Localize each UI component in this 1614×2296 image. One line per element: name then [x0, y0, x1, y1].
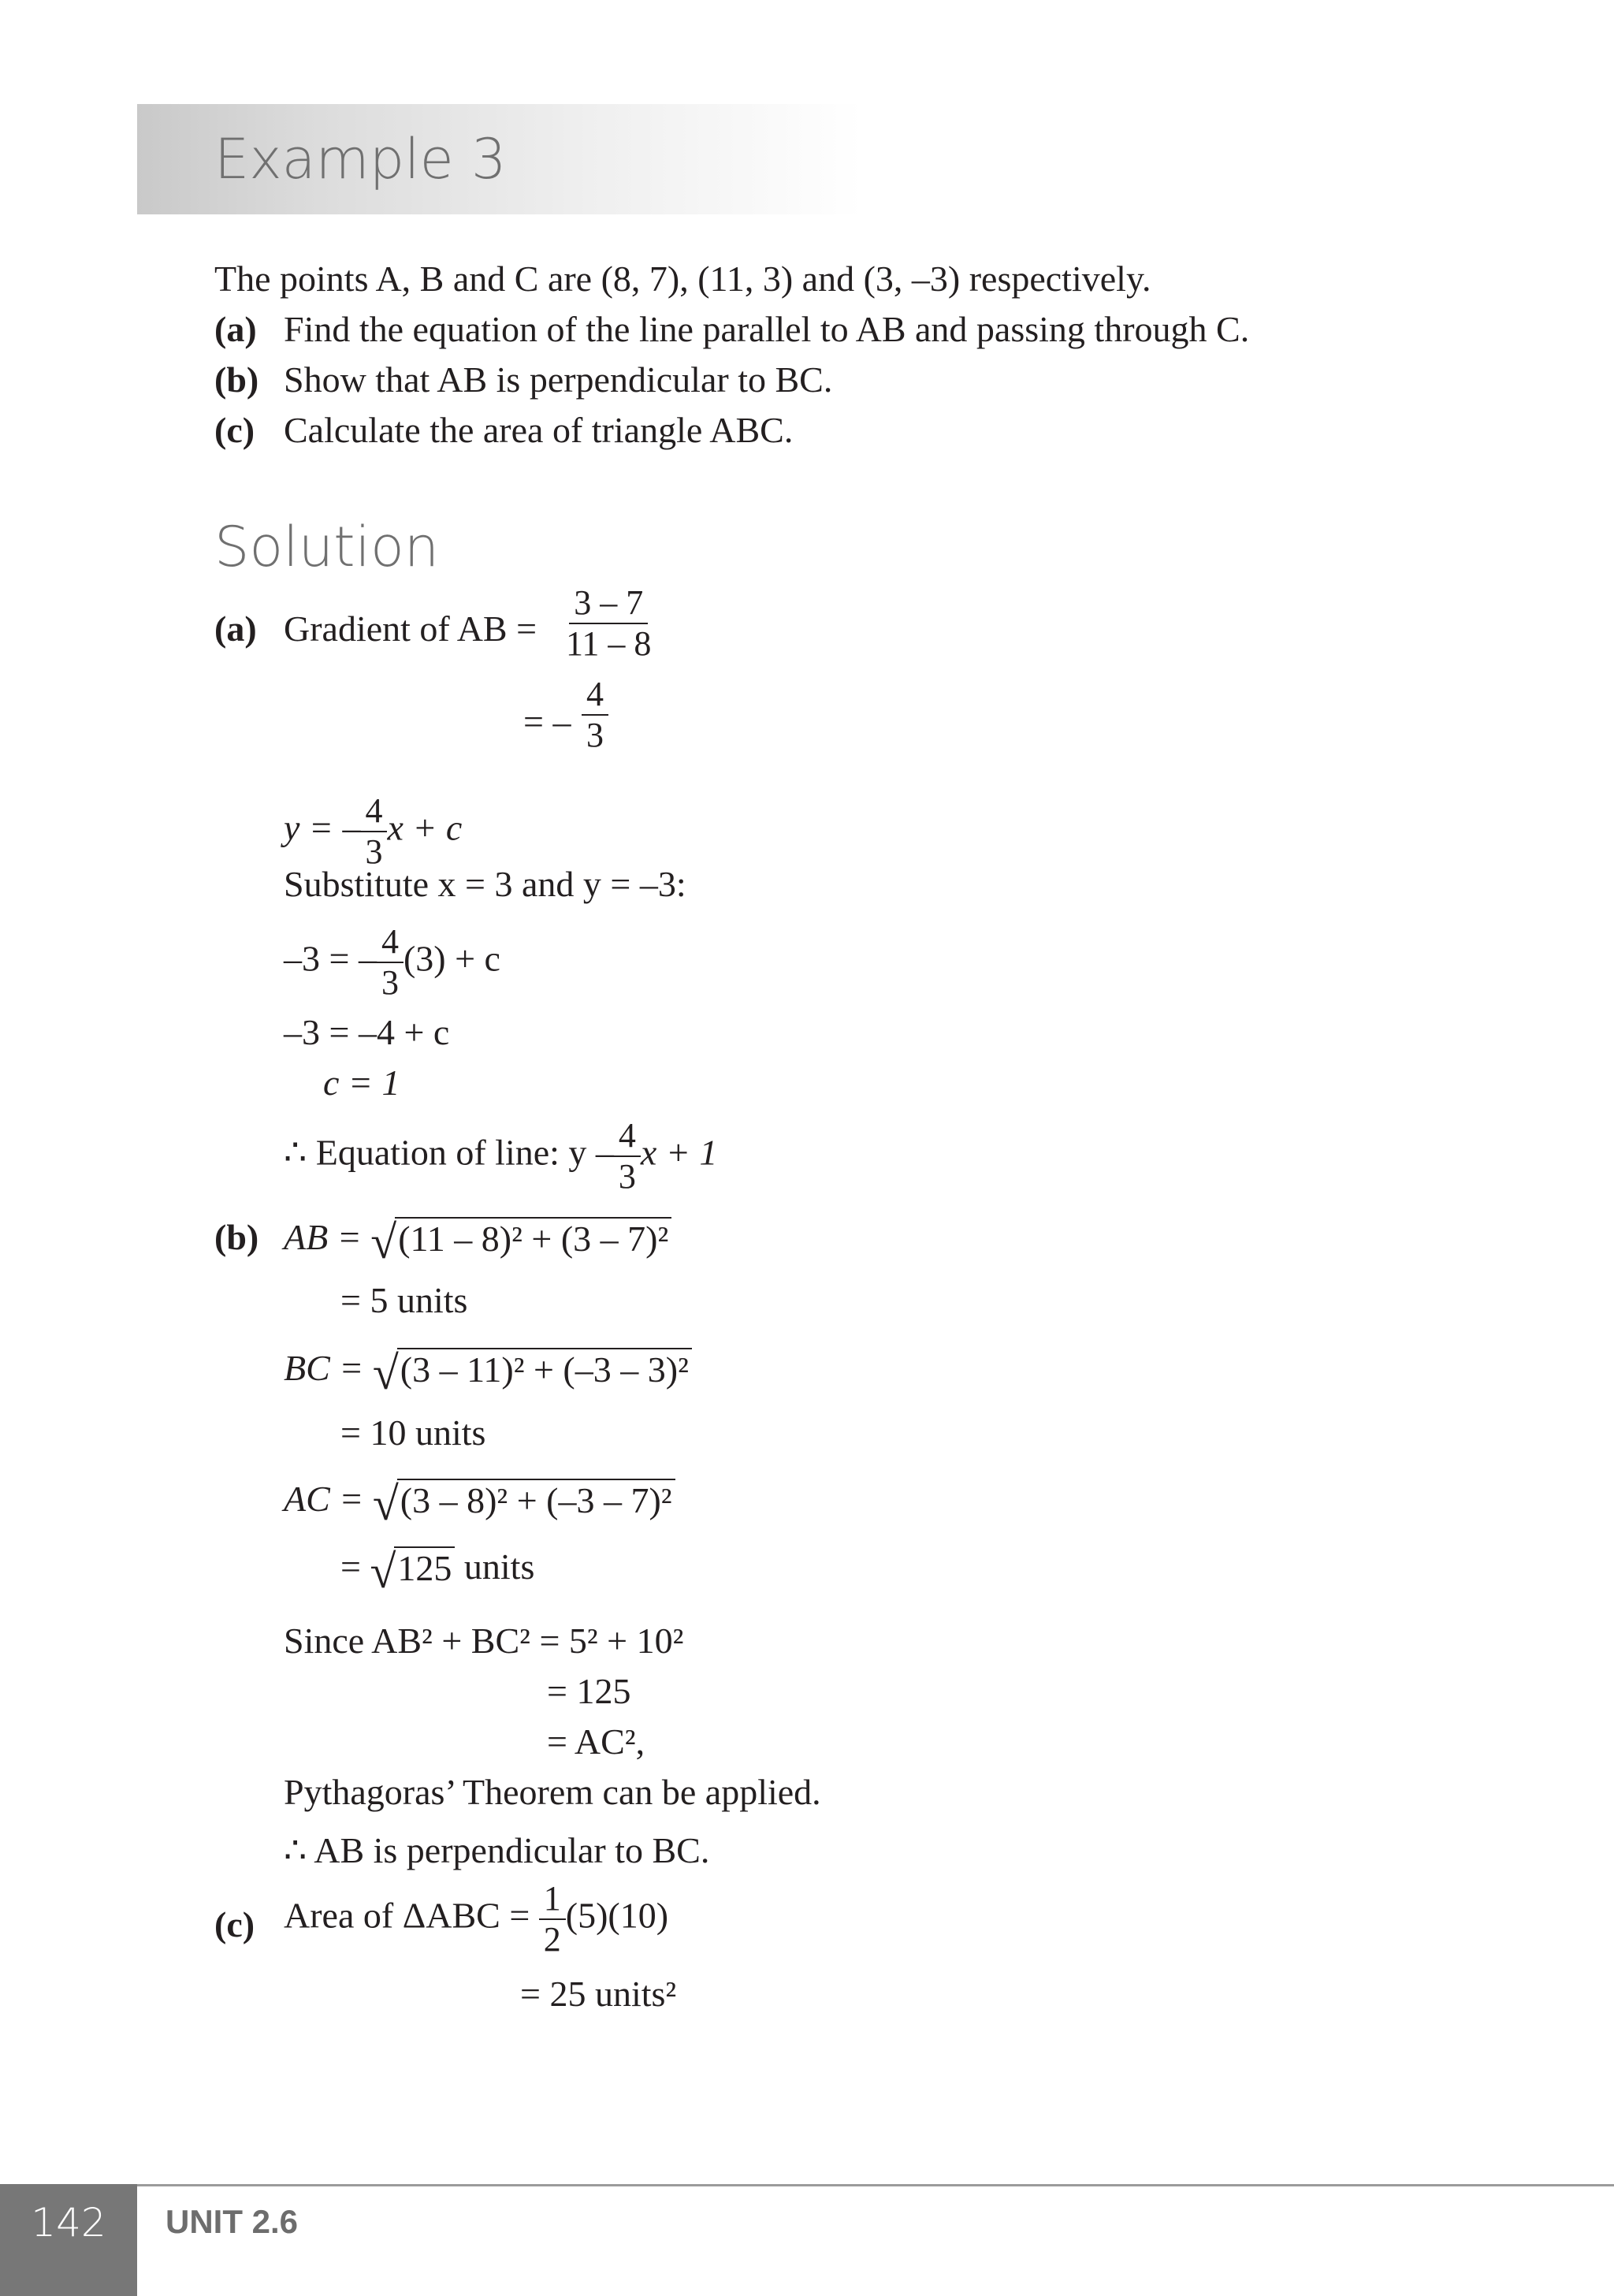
sub-frac-num: 4 [377, 922, 404, 963]
line-y-suffix: x + c [387, 807, 463, 848]
gradient-prefix: Gradient of AB = [284, 608, 537, 649]
solution-a-label: (a) [214, 608, 257, 649]
ab-prefix: AB = [284, 1217, 362, 1257]
page-number: 142 [31, 2200, 106, 2246]
part-c-text: Calculate the area of triangle ABC. [284, 410, 794, 450]
frac1-numerator: 3 – 7 [569, 583, 648, 624]
problem-statement: The points A, B and C are (8, 7), (11, 3) and (3, –3) respectively. [214, 259, 1151, 299]
bc-prefix: BC = [284, 1348, 364, 1388]
ab-result: = 5 units [340, 1280, 468, 1320]
footer-divider [137, 2184, 1614, 2186]
ac-result-suffix: units [463, 1546, 535, 1587]
line-conclusion [284, 1116, 717, 1196]
frac2-denominator: 3 [586, 716, 604, 754]
line-equation [284, 791, 462, 872]
ac-sqrt: (3 – 8)² + (–3 – 7)² [397, 1479, 675, 1526]
substitution-equation [284, 922, 500, 1003]
gradient-eq2-prefix: = – [523, 701, 571, 742]
ac-result: = √ 125 units [340, 1546, 535, 1598]
bc-sqrt: (3 – 11)² + (–3 – 3)² [397, 1348, 692, 1395]
frac1-denominator: 11 – 8 [566, 624, 652, 663]
step3: c = 1 [323, 1062, 400, 1103]
sub-suffix: (3) + c [403, 938, 500, 979]
frac2-numerator: 4 [582, 675, 608, 716]
pythagoras-line: Pythagoras’ Theorem can be applied. [284, 1772, 821, 1812]
part-a-text: Find the equation of the line parallel to AB and passing through C. [284, 309, 1250, 349]
eq-ac: = AC², [547, 1721, 645, 1762]
step2: –3 = –4 + c [284, 1012, 450, 1052]
ac-line: AC = √ (3 – 8)² + (–3 – 7)² [284, 1477, 675, 1526]
gradient-fraction-1 [561, 583, 656, 664]
substitute-text: Substitute x = 3 and y = –3: [284, 864, 686, 904]
ac-result-prefix: = [340, 1546, 361, 1587]
conclusion-frac-num: 4 [614, 1116, 641, 1157]
sub-prefix: –3 = – [284, 938, 377, 979]
part-a-label: (a) [214, 309, 257, 349]
bc-result: = 10 units [340, 1412, 486, 1453]
part-b-label: (b) [214, 359, 259, 400]
example-title: Example 3 [214, 127, 507, 192]
ac-result-sqrt: 125 [394, 1546, 455, 1594]
gradient-fraction-2 [582, 675, 608, 755]
bc-line: BC = √ (3 – 11)² + (–3 – 3)² [284, 1346, 692, 1395]
area-suffix: (5)(10) [565, 1895, 669, 1936]
conclusion-frac-den: 3 [618, 1157, 636, 1196]
unit-label: UNIT 2.6 [165, 2203, 299, 2240]
eq-125: = 125 [547, 1671, 631, 1711]
since-line: Since AB² + BC² = 5² + 10² [284, 1621, 684, 1661]
area-frac-num: 1 [539, 1879, 566, 1920]
ab-line: AB = √ (11 – 8)² + (3 – 7)² [284, 1215, 671, 1264]
perpendicular-conclusion: ∴ AB is perpendicular to BC. [284, 1830, 710, 1870]
conclusion-suffix: x + 1 [640, 1132, 718, 1173]
solution-heading: Solution [214, 515, 440, 579]
line-y-prefix: y = – [284, 807, 361, 848]
solution-b-label: (b) [214, 1217, 259, 1257]
solution-c-label: (c) [214, 1904, 255, 1944]
ac-prefix: AC = [284, 1479, 364, 1519]
area-result: = 25 units² [520, 1974, 677, 2014]
ab-sqrt: (11 – 8)² + (3 – 7)² [395, 1217, 671, 1264]
line-frac-num: 4 [360, 791, 387, 832]
area-frac-den: 2 [543, 1920, 561, 1959]
conclusion-prefix: ∴ Equation of line: y – [284, 1132, 614, 1173]
area-line [284, 1879, 668, 1959]
sub-frac-den: 3 [381, 963, 399, 1002]
part-b-text: Show that AB is perpendicular to BC. [284, 359, 833, 400]
line-frac-den: 3 [365, 832, 383, 871]
part-c-label: (c) [214, 410, 255, 450]
area-prefix: Area of ΔABC = [284, 1895, 530, 1936]
